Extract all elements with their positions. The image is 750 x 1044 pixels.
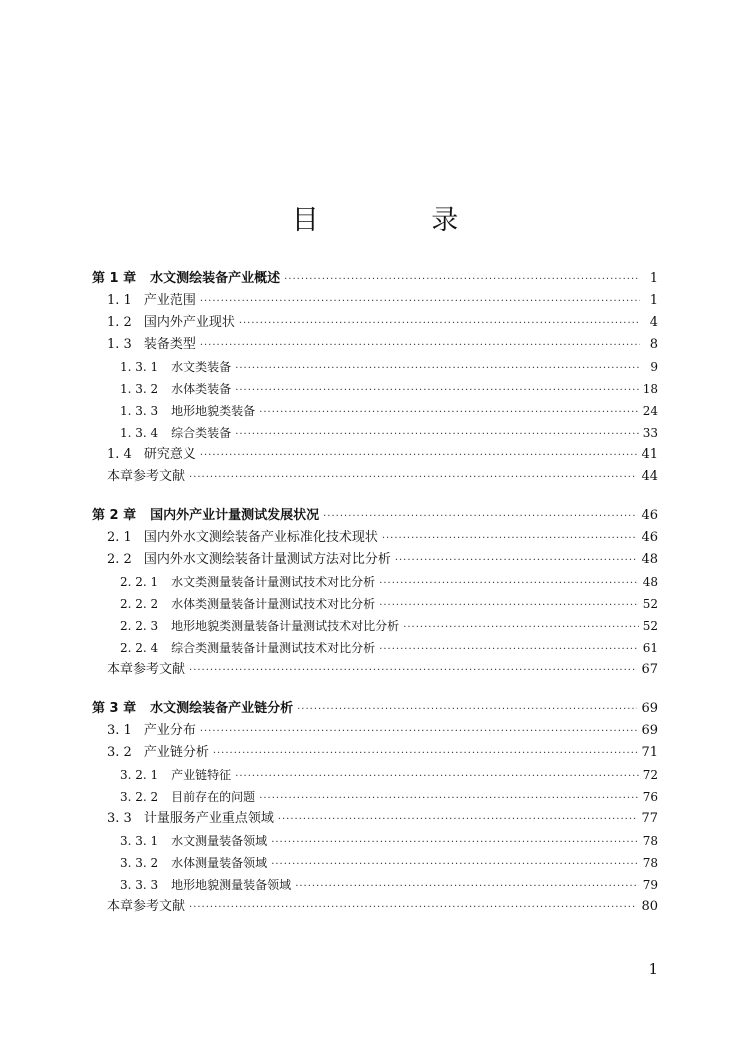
toc-section-entry[interactable] <box>107 312 658 334</box>
entry-number: 1. 3. 3 <box>120 404 159 418</box>
entry-number: 2. 1 <box>107 530 132 545</box>
entry-number: 1. 3. 2 <box>120 382 159 396</box>
chapter-block <box>0 698 750 918</box>
entry-page-number: 69 <box>641 701 658 716</box>
entry-page-number: 41 <box>641 447 658 462</box>
toc-references-entry[interactable] <box>107 466 658 488</box>
toc-subsection-entry[interactable] <box>120 637 658 659</box>
chapter-block <box>0 505 750 681</box>
dot-leader <box>295 876 639 898</box>
toc-subsection-entry[interactable] <box>120 852 658 874</box>
entry-page-number: 52 <box>642 619 658 633</box>
entry-number: 2. 2 <box>107 552 132 567</box>
toc-subsection-entry[interactable] <box>120 571 658 593</box>
entry-title: 产业分布 <box>143 723 196 738</box>
entry-title: 综合类装备 <box>171 426 232 440</box>
entry-number: 1. 1 <box>107 293 132 308</box>
toc-section-entry[interactable] <box>107 334 658 356</box>
toc-subsection-entry[interactable] <box>120 764 658 786</box>
entry-page-number: 77 <box>641 811 658 826</box>
entry-page-number: 1 <box>649 271 658 286</box>
entry-page-number: 78 <box>642 834 658 848</box>
entry-title: 水文类装备 <box>171 360 232 374</box>
entry-page-number: 46 <box>641 530 658 545</box>
dot-leader <box>271 832 639 854</box>
dot-leader <box>189 467 637 489</box>
entry-title: 本章参考文献 <box>107 662 186 677</box>
toc-section-entry[interactable] <box>107 720 658 742</box>
footer-page-number: 1 <box>648 960 658 978</box>
dot-leader <box>379 595 639 617</box>
toc-section-entry[interactable] <box>107 808 658 830</box>
entry-page-number: 76 <box>642 790 658 804</box>
dot-leader <box>235 424 639 446</box>
entry-number: 2. 2. 1 <box>120 575 159 589</box>
entry-number: 1. 3 <box>107 337 132 352</box>
entry-title: 水文类测量装备计量测试技术对比分析 <box>171 575 376 589</box>
dot-leader <box>189 897 637 919</box>
table-of-contents <box>0 268 750 935</box>
entry-number: 3. 1 <box>107 723 132 738</box>
entry-title: 国内外水文测绘装备产业标准化技术现状 <box>143 530 378 545</box>
dot-leader <box>235 358 640 380</box>
toc-subsection-entry[interactable] <box>120 786 658 808</box>
dot-leader <box>395 550 638 572</box>
entry-number: 1. 3. 1 <box>120 360 159 374</box>
toc-section-entry[interactable] <box>107 549 658 571</box>
toc-section-entry[interactable] <box>107 444 658 466</box>
entry-title: 目前存在的问题 <box>171 790 256 804</box>
entry-page-number: 1 <box>649 293 658 308</box>
entry-page-number: 46 <box>641 508 658 523</box>
dot-leader <box>200 721 638 743</box>
toc-chapter-entry[interactable] <box>92 698 658 720</box>
entry-title: 水文测量装备领域 <box>171 834 268 848</box>
entry-number: 2. 2. 3 <box>120 619 159 633</box>
toc-chapter-entry[interactable] <box>92 268 658 290</box>
toc-subsection-entry[interactable] <box>120 400 658 422</box>
entry-number: 2. 2. 4 <box>120 641 159 655</box>
entry-page-number: 18 <box>642 382 658 396</box>
toc-subsection-entry[interactable] <box>120 422 658 444</box>
toc-section-entry[interactable] <box>107 527 658 549</box>
entry-number: 3. 2. 1 <box>120 768 159 782</box>
toc-subsection-entry[interactable] <box>120 830 658 852</box>
dot-leader <box>235 380 639 402</box>
entry-page-number: 67 <box>641 662 658 677</box>
toc-subsection-entry[interactable] <box>120 615 658 637</box>
entry-number: 1. 3. 4 <box>120 426 159 440</box>
dot-leader <box>323 506 637 528</box>
entry-title: 装备类型 <box>143 337 196 352</box>
entry-title: 水体测量装备领域 <box>171 856 268 870</box>
toc-section-entry[interactable] <box>107 290 658 312</box>
dot-leader <box>403 617 639 639</box>
entry-page-number: 61 <box>642 641 658 655</box>
entry-page-number: 24 <box>642 404 658 418</box>
entry-title: 产业链分析 <box>143 745 209 760</box>
dot-leader <box>379 573 639 595</box>
entry-title: 产业范围 <box>143 293 196 308</box>
entry-number: 1. 4 <box>107 447 132 462</box>
entry-number: 3. 2. 2 <box>120 790 159 804</box>
entry-page-number: 33 <box>642 426 658 440</box>
entry-number: 1. 2 <box>107 315 132 330</box>
entry-title: 研究意义 <box>143 447 196 462</box>
toc-references-entry[interactable] <box>107 659 658 681</box>
chapter-block <box>0 268 750 488</box>
entry-page-number: 69 <box>641 723 658 738</box>
entry-title: 水体类测量装备计量测试技术对比分析 <box>171 597 376 611</box>
entry-title: 地形地貌测量装备领域 <box>171 878 292 892</box>
dot-leader <box>382 528 638 550</box>
entry-number: 3. 3. 1 <box>120 834 159 848</box>
dot-leader <box>200 291 640 313</box>
entry-title: 地形地貌类测量装备计量测试技术对比分析 <box>171 619 400 633</box>
toc-subsection-entry[interactable] <box>120 378 658 400</box>
entry-page-number: 71 <box>641 745 658 760</box>
toc-section-entry[interactable] <box>107 742 658 764</box>
dot-leader <box>200 335 640 357</box>
entry-page-number: 72 <box>642 768 658 782</box>
entry-page-number: 9 <box>650 360 658 374</box>
entry-title: 国内外水文测绘装备计量测试方法对比分析 <box>143 552 391 567</box>
entry-title: 国内外产业现状 <box>143 315 235 330</box>
entry-title: 产业链特征 <box>171 768 232 782</box>
dot-leader <box>235 766 639 788</box>
toc-chapter-entry[interactable] <box>92 505 658 527</box>
dot-leader <box>278 809 638 831</box>
entry-page-number: 78 <box>642 856 658 870</box>
entry-title: 水文测绘装备产业概述 <box>150 271 281 286</box>
entry-title: 本章参考文献 <box>107 469 186 484</box>
entry-title: 地形地貌类装备 <box>171 404 256 418</box>
entry-number: 3. 2 <box>107 745 132 760</box>
entry-number: 第 3 章 <box>92 701 137 716</box>
entry-number: 3. 3. 2 <box>120 856 159 870</box>
entry-number: 3. 3 <box>107 811 132 826</box>
toc-subsection-entry[interactable] <box>120 356 658 378</box>
dot-leader <box>259 788 639 810</box>
entry-page-number: 4 <box>649 315 658 330</box>
dot-leader <box>200 445 638 467</box>
dot-leader <box>239 313 640 335</box>
dot-leader <box>189 660 637 682</box>
entry-title: 综合类测量装备计量测试技术对比分析 <box>171 641 376 655</box>
dot-leader <box>213 743 638 765</box>
entry-page-number: 79 <box>642 878 658 892</box>
dot-leader <box>259 402 639 424</box>
entry-page-number: 52 <box>642 597 658 611</box>
entry-page-number: 80 <box>641 899 658 914</box>
dot-leader <box>284 269 640 291</box>
entry-title: 国内外产业计量测试发展状况 <box>150 508 320 523</box>
toc-subsection-entry[interactable] <box>120 593 658 615</box>
toc-references-entry[interactable] <box>107 896 658 918</box>
entry-title: 水体类装备 <box>171 382 232 396</box>
entry-page-number: 44 <box>641 469 658 484</box>
entry-title: 计量服务产业重点领域 <box>143 811 274 826</box>
toc-subsection-entry[interactable] <box>120 874 658 896</box>
entry-page-number: 48 <box>641 552 658 567</box>
dot-leader <box>379 639 639 661</box>
entry-title: 本章参考文献 <box>107 899 186 914</box>
page-title: 目 录 <box>291 205 511 236</box>
entry-page-number: 8 <box>649 337 658 352</box>
entry-page-number: 48 <box>642 575 658 589</box>
entry-number: 第 1 章 <box>92 271 137 286</box>
dot-leader <box>297 699 637 721</box>
entry-number: 3. 3. 3 <box>120 878 159 892</box>
entry-number: 第 2 章 <box>92 508 137 523</box>
dot-leader <box>271 854 639 876</box>
entry-title: 水文测绘装备产业链分析 <box>150 701 294 716</box>
entry-number: 2. 2. 2 <box>120 597 159 611</box>
